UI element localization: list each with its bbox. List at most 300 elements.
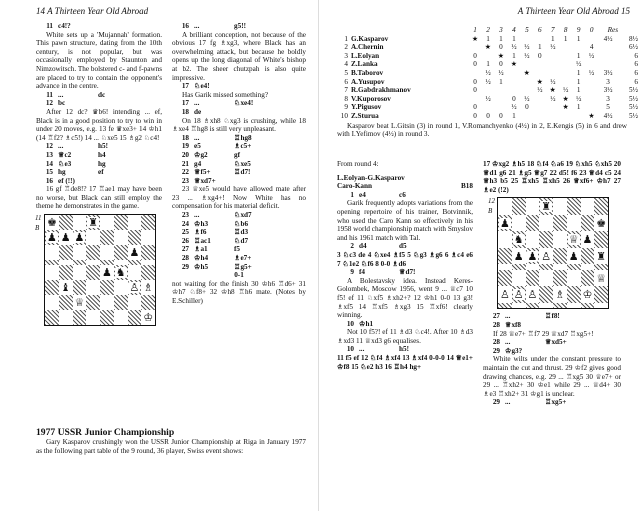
board-square — [73, 265, 87, 280]
crosstable-cell: ½ — [524, 94, 530, 103]
player-name: V.Kuporosov — [350, 94, 391, 103]
move-line — [36, 160, 162, 169]
player-name: A.Chernin — [350, 43, 384, 52]
board-square — [86, 215, 100, 230]
crosstable-cell: ½ — [511, 103, 517, 112]
board-square — [594, 198, 608, 215]
board-square — [45, 310, 59, 325]
player-total: 5½ — [629, 94, 638, 103]
move-number: 26 — [181, 236, 189, 245]
crosstable-cell: 4½ — [603, 34, 613, 43]
player-rank: 4 — [344, 60, 348, 69]
move-number: 18 — [181, 107, 189, 116]
board-square — [100, 230, 114, 245]
board-square — [73, 215, 87, 230]
crosstable-cell: ½ — [485, 68, 491, 77]
move-line — [36, 168, 162, 177]
move-line: 9 f4 ♕d7! — [350, 268, 416, 277]
board-square — [59, 230, 73, 245]
player-total: 5½ — [629, 103, 638, 112]
board-square — [59, 295, 73, 310]
move-number: 17 — [181, 99, 189, 108]
crosstable-cell: ½ — [524, 43, 530, 52]
black-move: ♘b6 — [234, 219, 249, 228]
crosstable-cell — [559, 60, 572, 69]
crosstable-cell — [559, 43, 572, 52]
move-line — [172, 108, 306, 117]
board-square — [539, 231, 553, 248]
crosstable-cell: 0 — [499, 43, 503, 52]
white-move: de — [194, 107, 202, 116]
board-square — [128, 215, 142, 230]
board-square — [553, 215, 567, 232]
board-square — [59, 215, 73, 230]
move-line — [172, 263, 306, 272]
move-sequence: 11 f5 ef 12 ♘f4 ♗xf4 13 ♗xf4 0-0-0 14 ♕e1+ ♔f8 15 ♘e2 h3 16 ♖h4 hg+ — [337, 354, 473, 371]
chess-piece: ♟ — [74, 231, 85, 245]
chess-piece: ♙ — [499, 288, 510, 302]
crosstable-cell: 1 — [576, 51, 581, 60]
crosstable-cell — [507, 78, 520, 87]
black-move — [545, 347, 585, 356]
move-list — [483, 312, 621, 329]
crosstable-column-header: 8 — [563, 26, 568, 34]
board-square — [128, 310, 142, 325]
board-square — [553, 303, 567, 309]
board-square — [45, 245, 59, 260]
move-list — [172, 134, 306, 186]
board-square — [539, 270, 553, 287]
move-number: 15 — [45, 168, 53, 177]
white-move: ♔g3? — [505, 346, 523, 355]
crosstable-cell — [598, 60, 618, 69]
chess-piece: ♟ — [499, 216, 510, 230]
running-header-right: A Thirteen Year Old Abroad 15 — [517, 6, 630, 16]
board-square — [498, 215, 512, 232]
crosstable-cell: ★ — [523, 68, 531, 77]
player-name: Z.Sturua — [350, 111, 379, 120]
player-total: 6 — [634, 51, 638, 60]
game-eco-code: B18 — [461, 182, 473, 191]
board-square — [539, 198, 553, 215]
black-move: ♗c5+ — [234, 142, 252, 151]
board-square — [141, 265, 155, 280]
player-total: 6 — [634, 77, 638, 86]
crosstable-cell: ★ — [510, 60, 518, 69]
board-square — [128, 245, 142, 260]
crosstable-cell — [469, 95, 482, 104]
crosstable-cell — [585, 86, 598, 95]
player-name: G.Kasparov — [350, 34, 389, 43]
move-list — [172, 99, 306, 116]
move-line — [483, 338, 621, 347]
board-square — [581, 248, 595, 265]
chess-piece: ♔ — [582, 288, 593, 302]
board-square — [526, 270, 540, 287]
crosstable-cell — [469, 69, 482, 78]
crosstable-cell — [533, 60, 546, 69]
board-square — [512, 248, 526, 265]
crosstable-column-header: 7 — [550, 26, 555, 34]
crosstable-cell — [533, 95, 546, 104]
crosstable-cell: 3 — [606, 77, 610, 86]
white-move: ... — [194, 133, 200, 142]
black-move — [234, 108, 274, 117]
move-line — [172, 220, 306, 229]
player-name: B.Taborov — [350, 68, 384, 77]
white-move: ♔g2 — [194, 150, 208, 159]
move-number: 19 — [181, 142, 189, 151]
board-square — [526, 198, 540, 215]
chess-piece: ♟ — [513, 249, 524, 263]
crosstable-cell: ½ — [485, 77, 491, 86]
board-square — [594, 215, 608, 232]
black-move: hg — [98, 159, 106, 168]
crosstable — [337, 26, 638, 139]
crosstable-column-header: 2 — [486, 26, 490, 34]
move-line — [172, 99, 306, 108]
board-square — [73, 280, 87, 295]
section-title: 1977 USSR Junior Championship — [36, 427, 175, 438]
board-square — [59, 245, 73, 260]
crosstable-cell: ★ — [484, 43, 492, 52]
crosstable-cell: 3 — [606, 94, 610, 103]
crosstable-cell: 0 — [499, 60, 503, 69]
move-line: 17 ♘e4! — [181, 82, 210, 91]
board-square — [498, 248, 512, 265]
chess-diagram — [488, 197, 609, 309]
crosstable-cell: 0 — [512, 94, 516, 103]
board-square — [526, 215, 540, 232]
move-number: 28 — [181, 254, 189, 263]
crosstable-cell: 4 — [589, 43, 594, 52]
board-square — [59, 280, 73, 295]
black-move: ♕xd5+ — [545, 338, 567, 347]
chess-piece: ♙ — [129, 280, 140, 294]
board-square — [73, 245, 87, 260]
player-name: Y.Pigusov — [350, 103, 382, 112]
chess-piece: ♗ — [143, 280, 154, 294]
crosstable-cell — [533, 35, 546, 44]
right-column-1 — [337, 160, 473, 371]
board-square — [73, 295, 87, 310]
black-move — [98, 177, 138, 186]
black-move: gf — [234, 150, 240, 159]
chess-piece: ♟ — [568, 249, 579, 263]
player-name: A.Yusupov — [350, 77, 385, 86]
crosstable-cell: ½ — [588, 68, 595, 77]
crosstable-cell — [546, 112, 559, 121]
crosstable-column-header: 4 — [512, 26, 516, 34]
board-square — [512, 303, 526, 309]
annotation-paragraph: White sets up a 'Mujannah' formation. This pawn structure, dating from the 10th century, is not popular, but was occasionally employed by Staunton and Nimzowitsch. The bolstered c- and f-pawns are placed to try to contain the opponent's advance in the centre. — [36, 30, 162, 91]
crosstable-cell: 0 — [473, 60, 477, 69]
chess-board — [497, 197, 609, 309]
crosstable-column-header: 3 — [499, 26, 503, 34]
crosstable-cell — [585, 95, 598, 104]
chess-piece: ♗ — [554, 288, 565, 302]
crosstable-row — [337, 43, 638, 52]
crosstable-cell — [469, 43, 482, 52]
move-line — [172, 168, 306, 177]
board-square — [553, 286, 567, 303]
board-square — [553, 231, 567, 248]
crosstable-cell: 3½ — [603, 86, 613, 95]
black-move: ef — [98, 168, 104, 177]
board-square — [539, 248, 553, 265]
white-move: hg — [58, 168, 66, 177]
board-square — [86, 265, 100, 280]
move-number: 27 — [181, 245, 189, 254]
crosstable-cell — [494, 86, 507, 95]
crosstable-cell — [507, 69, 520, 78]
crosstable-cell: 1 — [499, 77, 503, 86]
move-number: 14 — [45, 159, 53, 168]
board-square — [539, 215, 553, 232]
board-square — [539, 303, 553, 309]
white-move: ♔h5 — [194, 262, 209, 271]
board-square — [498, 270, 512, 287]
move-line — [483, 347, 621, 356]
game-opening: Caro-Kann — [337, 182, 373, 191]
chess-piece: ♞ — [115, 265, 126, 279]
crosstable-cell — [572, 43, 585, 52]
board-square — [553, 248, 567, 265]
crosstable-column-header: 9 — [576, 26, 581, 34]
crosstable-cell: ½ — [511, 43, 517, 52]
chess-piece: ♟ — [527, 249, 538, 263]
crosstable-cell: ★ — [471, 34, 479, 43]
black-move — [545, 321, 585, 330]
chess-piece: ♟ — [129, 246, 140, 260]
move-line — [172, 142, 306, 151]
white-move: ♕f5+ — [194, 168, 211, 177]
chess-piece: ♝ — [60, 280, 71, 294]
player-rank: 1 — [344, 34, 348, 43]
chess-piece: ♚ — [46, 216, 57, 230]
board-square — [141, 245, 155, 260]
annotation-paragraph: 23 ♕xe5 would have allowed mate after 23 ... ♗xg4+! Now White has no compensation for his material deficit. — [172, 185, 306, 211]
board-square — [594, 303, 608, 309]
move-list — [36, 142, 162, 185]
crosstable-cell: 1 — [576, 68, 581, 77]
game-players: L.Eolyan-G.Kasparov — [337, 173, 405, 182]
game-result: 0-1 — [234, 271, 244, 280]
annotation-paragraph: On 18 ♗xh8 ♘xg3 is crushing, while 18 ♗xe4 ♖hg8 is still very unpleasant. — [172, 116, 306, 134]
chess-board — [44, 214, 156, 326]
diagram-side-to-move: B — [35, 224, 40, 233]
black-move: h4 — [98, 150, 106, 159]
crosstable-cell: ½ — [524, 51, 530, 60]
board-square — [86, 230, 100, 245]
crosstable-cell: ★ — [562, 103, 569, 112]
crosstable-cell — [520, 60, 533, 69]
board-square — [59, 310, 73, 325]
board-square — [581, 303, 595, 309]
crosstable-cell: 1 — [576, 77, 581, 86]
black-move: ♗e7+ — [234, 254, 252, 263]
game-heading — [337, 174, 473, 183]
player-rank: 3 — [344, 51, 348, 60]
white-move: g4 — [194, 159, 202, 168]
board-square — [581, 286, 595, 303]
white-move: ... — [58, 142, 64, 151]
crosstable-cell: ½ — [575, 60, 582, 69]
crosstable-cell: 1 — [550, 34, 555, 43]
black-move: ♖d3 — [234, 228, 249, 237]
white-move: ... — [505, 338, 511, 347]
move-sequence: 3 ♘c3 de 4 ♘xe4 ♗f5 5 ♘g3 ♗g6 6 ♗c4 e6 7 ♘1e2 ♘f6 8 0-0 ♗d6 — [337, 250, 473, 268]
move-number: 23 — [181, 176, 189, 185]
crosstable-cell: ½ — [537, 86, 543, 95]
crosstable-cell: 0 — [525, 103, 529, 112]
board-square — [567, 286, 581, 303]
chess-piece: ♕ — [596, 271, 607, 285]
chess-diagram — [35, 214, 156, 326]
board-square — [553, 270, 567, 287]
crosstable-cell: 0 — [538, 51, 542, 60]
crosstable-cell — [520, 35, 533, 44]
annotation-paragraph: 16 gf ♖de8!? 17 ♖ae1 may have been no worse, but Black can still employ the theme he demonstrates in the game. — [36, 185, 162, 211]
crosstable-cell — [585, 103, 598, 112]
white-move: ef (!!) — [58, 176, 75, 185]
chess-piece: ♔ — [143, 311, 154, 324]
crosstable-cell: 1 — [563, 34, 568, 43]
board-square — [567, 248, 581, 265]
board-square — [100, 265, 114, 280]
move-number: 23 — [181, 211, 189, 220]
crosstable-cell: ★ — [536, 77, 544, 86]
crosstable-cell: 1 — [499, 34, 503, 43]
round-intro: From round 4: — [337, 160, 379, 168]
board-square — [100, 245, 114, 260]
annotation-paragraph: A Bolestavsky idea. Instead Keres-Golombek, Moscow 1956, went 9 ... ♕c7 10 f5! ef 11 ♘xf5 ♗xh2+? 12 ♔h1 0-0 13 g3! ♗xf5 14 ♖xf5 ♗xg3 15 ♖xf6! clearly winning. — [337, 276, 473, 320]
crosstable-cell — [598, 52, 618, 61]
annotation-paragraph: A brilliant conception, not because of the obvious 17 fg ♗xg3, where Black has an overwhelming attack, but because he boldly opens up the long diagonal of White's bishop at b2. The sheer chutzpah is also quite impressive. — [172, 30, 306, 82]
board-square — [594, 270, 608, 287]
board-square — [512, 215, 526, 232]
move-list — [483, 338, 621, 355]
board-square — [512, 198, 526, 215]
white-move: ♖ac1 — [194, 236, 211, 245]
crosstable-column-header: 1 — [473, 26, 477, 34]
board-square — [114, 280, 128, 295]
crosstable-cell: 0 — [473, 111, 477, 120]
board-square — [100, 280, 114, 295]
crosstable-cell: ½ — [550, 43, 556, 52]
move-list — [172, 211, 306, 271]
crosstable-cell — [585, 78, 598, 87]
board-square — [526, 248, 540, 265]
board-square — [567, 270, 581, 287]
black-move: f5 — [234, 245, 240, 254]
move-number: 12 — [45, 142, 53, 151]
white-move: ♕xd7+ — [194, 176, 216, 185]
crosstable-cell — [533, 69, 546, 78]
crosstable-cell: 1 — [486, 34, 490, 43]
crosstable-cell: ½ — [550, 77, 556, 86]
board-square — [128, 265, 142, 280]
board-square — [567, 231, 581, 248]
crosstable-cell: ½ — [498, 68, 504, 77]
crosstable-cell: 0 — [473, 77, 477, 86]
board-square — [594, 248, 608, 265]
player-name: L.Eolyan — [350, 51, 380, 60]
board-square — [114, 230, 128, 245]
board-square — [512, 286, 526, 303]
crosstable-cell: 1 — [486, 60, 490, 69]
crosstable-column-header: 5 — [525, 26, 529, 34]
board-square — [45, 295, 59, 310]
chess-piece: ♞ — [513, 233, 524, 247]
move-line: 12 bc — [45, 99, 66, 108]
right-column-2 — [483, 160, 621, 407]
board-square — [45, 230, 59, 245]
white-move: ... — [194, 99, 200, 108]
white-move: e5 — [194, 142, 201, 151]
board-square — [128, 230, 142, 245]
crosstable-cell: 5 — [606, 103, 610, 112]
move-line — [172, 245, 306, 254]
move-line: 2 d4 d5 — [350, 242, 407, 251]
board-square — [594, 286, 608, 303]
annotation-paragraph: Not 10 f5?! ef 11 ♗d3 ♘c4!. After 10 ♗d3 ♗xd3 11 ♕xd3 g6 equalises. — [337, 328, 473, 345]
board-square — [581, 215, 595, 232]
move-number: 21 — [181, 159, 189, 168]
crosstable-cell — [546, 103, 559, 112]
chess-piece: ♜ — [596, 249, 607, 263]
move-line — [172, 228, 306, 237]
crosstable-cell — [533, 103, 546, 112]
board-square — [498, 286, 512, 303]
annotation-paragraph: White wilts under the constant pressure to maintain the cut and thrust. 29 ♔f2 gives good drawing chances, e.g. 29 ... ♖xg5 30 ♕e7+ or 29 ... ♖xh2+ 30 ♔e1 while 29 ... ♕d4+ 30 ♗e3 ♖xh2+ 31 ♔g1 is unclear. — [483, 355, 621, 398]
crosstable-cell: ★ — [497, 51, 505, 60]
left-column-2 — [172, 22, 306, 306]
move-number: 29 — [492, 346, 500, 355]
move-line — [36, 151, 162, 160]
move-sequence: 17 ♔xg2 ♗h5 18 ♘f4 ♘a6 19 ♘xh5 ♘xh5 20 ♕d1 g6 21 ♗g5 ♕g7 22 d5! f6 23 ♕d4 c5 24 ♕h3 b5 25 ♖xh5 ♖xh5 26 ♕xf6+ ♔h7 27 ♗e2 (!2) — [483, 160, 621, 194]
chess-piece: ♟ — [101, 265, 112, 279]
board-square — [128, 280, 142, 295]
crosstable-cell — [546, 60, 559, 69]
right-page — [319, 0, 638, 511]
crosstable-cell — [546, 52, 559, 61]
board-square — [141, 280, 155, 295]
crosstable-cell — [507, 86, 520, 95]
move-number: 28 — [492, 338, 500, 347]
crosstable-row — [337, 103, 638, 112]
crosstable-cell: 3½ — [603, 68, 613, 77]
crosstable-cell: 1 — [538, 43, 542, 52]
crosstable-cell — [494, 95, 507, 104]
board-square — [141, 215, 155, 230]
crosstable-cell — [520, 112, 533, 121]
crosstable-footnote: Kasparov beat L.Gitsin (3) in round 1, V.Romanchyenko (4½) in 2, E.Kengis (5) in 6 and drew with I.Yefimov (4½) in round 3. — [337, 121, 627, 139]
black-move: ♘xe4! — [234, 99, 254, 108]
move-number: 28 — [492, 320, 500, 329]
section-text: Gary Kasparov crushingly won the USSR Junior Championship at Riga in January 1977 as the following part table of the 9 round, 36 player, Swiss event shows: — [36, 438, 306, 455]
board-square — [45, 215, 59, 230]
crosstable-cell: ★ — [549, 86, 556, 95]
board-square — [526, 303, 540, 309]
board-square — [581, 198, 595, 215]
board-square — [141, 230, 155, 245]
crosstable-cell: 0 — [473, 103, 477, 112]
annotation-paragraph: not waiting for the finish 30 ♔h6 ♖d6+ 31 ♔h7 ♘f8+ 32 ♔h8 ♖h6 mate. (Notes by E.Schiller) — [172, 279, 306, 305]
crosstable-column-header: 0 — [589, 26, 594, 34]
crosstable-cell — [559, 112, 572, 121]
chess-piece: ♙ — [541, 249, 552, 263]
